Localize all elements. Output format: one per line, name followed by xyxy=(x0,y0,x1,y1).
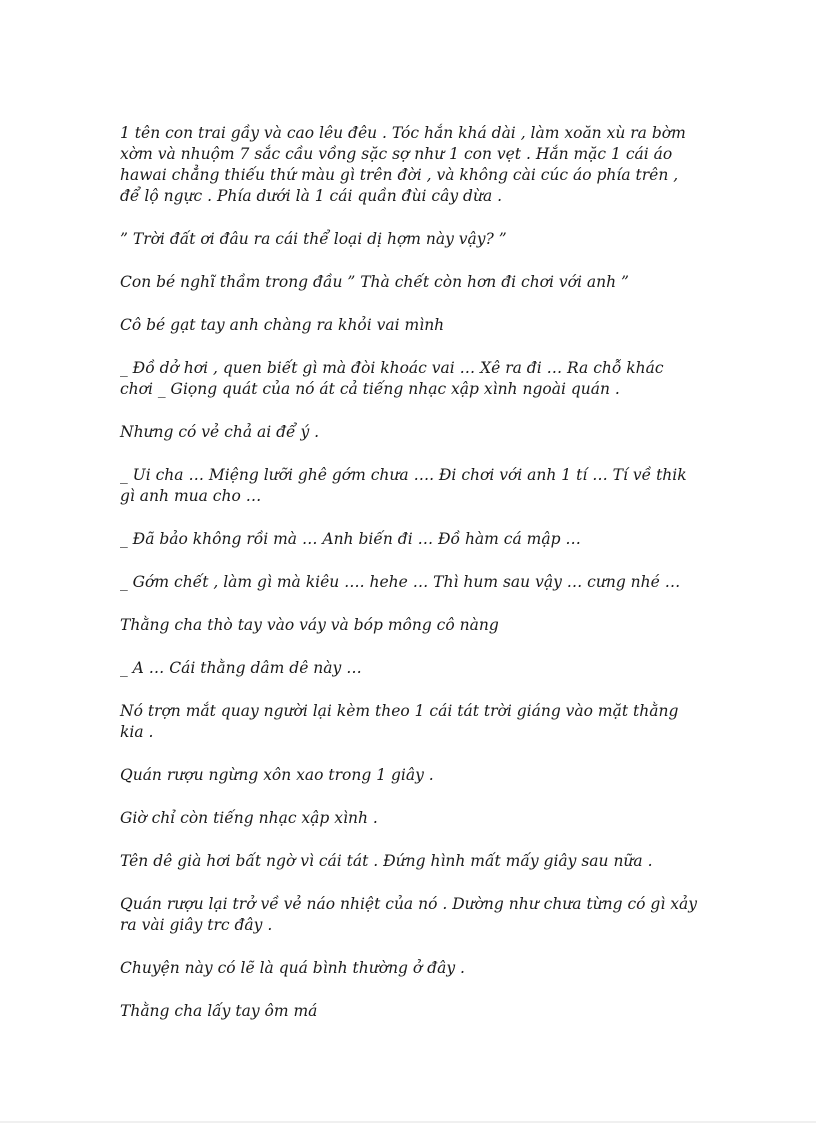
paragraph: _ A … Cái thằng dâm dê này … xyxy=(120,659,362,677)
paragraph: _ Đã bảo không rồi mà … Anh biến đi … Đồ hàm cá mập … xyxy=(120,530,581,548)
document-body xyxy=(120,123,700,1044)
paragraph: Tên dê già hơi bất ngờ vì cái tát . Đứng hình mất mấy giây sau nữa . xyxy=(120,852,653,870)
paragraph: Nó trợn mắt quay người lại kèm theo 1 cái tát trời giáng vào mặt thằng kia . xyxy=(120,702,679,741)
paragraph: ” Trời đất ơi đâu ra cái thể loại dị hợm này vậy? ” xyxy=(120,230,507,248)
paragraph: 1 tên con trai gầy và cao lêu đêu . Tóc hắn khá dài , làm xoăn xù ra bờm xờm và nhuộm 7 sắc cầu vồng sặc sợ như 1 con vẹt . Hắn mặc 1 cái áo hawai chẳng thiếu thứ màu gì trên đời , và không cài cúc áo phía trên , để lộ ngực . Phía dưới là 1 cái quần đùi cây dừa . xyxy=(120,124,686,205)
paragraph: Nhưng có vẻ chả ai để ý . xyxy=(120,423,320,441)
paragraph: _ Gớm chết , làm gì mà kiêu …. hehe … Thì hum sau vậy … cưng nhé … xyxy=(120,573,681,591)
paragraph: Thằng cha thò tay vào váy và bóp mông cô nàng xyxy=(120,616,499,634)
paragraph: _ Đồ dở hơi , quen biết gì mà đòi khoác vai … Xê ra đi … Ra chỗ khác chơi _ Giọng quát của nó át cả tiếng nhạc xập xình ngoài quán . xyxy=(120,359,664,398)
paragraph: Quán rượu lại trở về vẻ náo nhiệt của nó . Dường như chưa từng có gì xảy ra vài giây trc đây . xyxy=(120,895,697,934)
paragraph: Cô bé gạt tay anh chàng ra khỏi vai mình xyxy=(120,316,445,334)
paragraph: Chuyện này có lẽ là quá bình thường ở đây . xyxy=(120,959,465,977)
paragraph: Con bé nghĩ thầm trong đầu ” Thà chết còn hơn đi chơi với anh ” xyxy=(120,273,629,291)
paragraph: Thằng cha lấy tay ôm má xyxy=(120,1002,318,1020)
paragraph: Giờ chỉ còn tiếng nhạc xập xình . xyxy=(120,809,378,827)
paragraph: _ Ui cha … Miệng lưỡi ghê gớm chưa …. Đi chơi với anh 1 tí … Tí về thik gì anh mua cho … xyxy=(120,466,687,505)
paragraph: Quán rượu ngừng xôn xao trong 1 giây . xyxy=(120,766,434,784)
